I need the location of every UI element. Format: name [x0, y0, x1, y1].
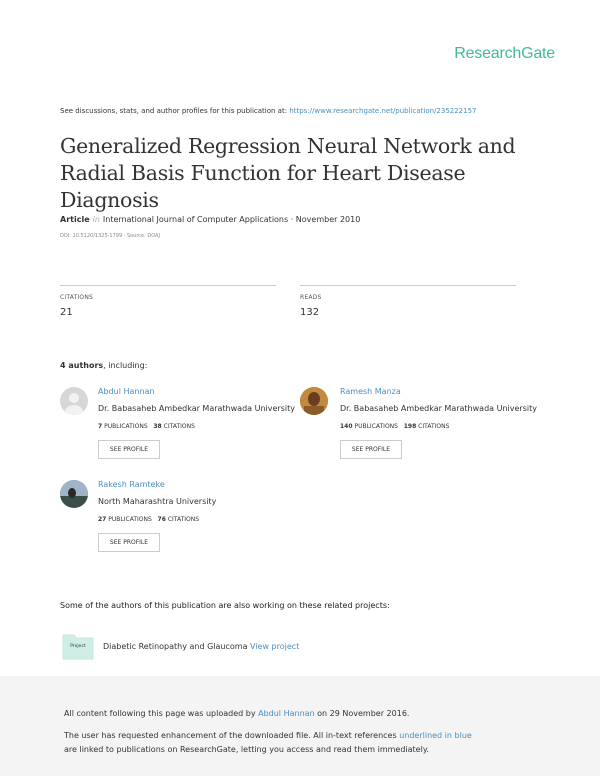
publication-url-link[interactable]: https://www.researchgate.net/publication/235222157: [289, 107, 477, 115]
reads-divider: [300, 285, 516, 286]
title-line-2: Radial Basis Function for Heart Disease Diagnosis: [60, 161, 466, 212]
doi-source: DOI: 10.5120/1325-1799 · Source: DOAJ: [60, 233, 160, 239]
footer-panel: [0, 676, 600, 776]
project-icon-label: Project: [70, 644, 86, 649]
citations-count: 76: [157, 516, 166, 523]
see-profile-button[interactable]: SEE PROFILE: [98, 533, 160, 552]
citations-label: CITATIONS: [167, 516, 200, 523]
publications-label: PUBLICATIONS: [354, 423, 398, 430]
citations-count: 38: [153, 423, 162, 430]
title-line-1: Generalized Regression Neural Network and: [60, 134, 516, 158]
authors-heading: [60, 361, 147, 370]
citations-divider: [60, 285, 276, 286]
view-project-link[interactable]: View project: [250, 642, 300, 651]
avatar-photo-icon[interactable]: [300, 387, 328, 415]
project-folder-icon[interactable]: [62, 632, 94, 660]
author-stats: [98, 516, 199, 523]
underlined-in-blue-link[interactable]: underlined in blue: [399, 731, 472, 740]
uploader-link[interactable]: Abdul Hannan: [258, 709, 315, 718]
citations-label: CITATIONS: [60, 294, 94, 301]
author-name-link[interactable]: Rakesh Ramteke: [98, 480, 165, 489]
avatar-placeholder-icon[interactable]: [60, 387, 88, 415]
author-name-link[interactable]: Abdul Hannan: [98, 387, 155, 396]
author-institution[interactable]: North Maharashtra University: [98, 497, 217, 506]
discussion-line: [60, 107, 477, 115]
author-stats: [340, 423, 449, 430]
authors-count: 4 authors: [60, 361, 104, 370]
enhancement-note-line-2: are linked to publications on ResearchGate, letting you access and read them immediately.: [64, 745, 429, 754]
upload-date: on 29 November 2016.: [317, 709, 410, 718]
publication-meta: [60, 215, 360, 224]
journal-info[interactable]: International Journal of Computer Applications · November 2010: [102, 215, 361, 224]
article-type: Article: [60, 215, 90, 224]
see-profile-button[interactable]: SEE PROFILE: [340, 440, 402, 459]
researchgate-logo[interactable]: ResearchGate: [454, 45, 555, 62]
related-projects-heading: Some of the authors of this publication are also working on these related projects:: [60, 601, 390, 610]
citations-value: 21: [60, 307, 73, 318]
author-name-link[interactable]: Ramesh Manza: [340, 387, 401, 396]
publications-count: 27: [98, 516, 107, 523]
enhancement-note-line-1: [64, 731, 472, 740]
project-name[interactable]: Diabetic Retinopathy and Glaucoma: [103, 642, 248, 651]
see-profile-button[interactable]: SEE PROFILE: [98, 440, 160, 459]
citations-label: CITATIONS: [418, 423, 450, 430]
author-institution[interactable]: Dr. Babasaheb Ambedkar Marathwada University: [340, 404, 537, 413]
publications-count: 140: [340, 423, 353, 430]
publications-label: PUBLICATIONS: [108, 516, 152, 523]
discussion-prefix: See discussions, stats, and author profiles for this publication at:: [60, 107, 288, 115]
citations-label: CITATIONS: [163, 423, 195, 430]
authors-including: , including:: [103, 361, 148, 370]
author-institution[interactable]: Dr. Babasaheb Ambedkar Marathwada University: [98, 404, 295, 413]
upload-prefix: All content following this page was uploaded by: [64, 709, 256, 718]
enhancement-prefix: The user has requested enhancement of the downloaded file. All in-text references: [64, 731, 397, 740]
publications-label: PUBLICATIONS: [104, 423, 148, 430]
publications-count: 7: [98, 423, 103, 430]
upload-note: [64, 709, 409, 718]
project-line: [103, 642, 299, 651]
reads-label: READS: [300, 294, 322, 301]
publication-title: [60, 133, 560, 214]
author-stats: [98, 423, 195, 430]
citations-count: 198: [403, 423, 417, 430]
avatar-photo-icon[interactable]: [60, 480, 88, 508]
reads-value: 132: [300, 307, 320, 318]
in-label: in: [92, 215, 100, 224]
